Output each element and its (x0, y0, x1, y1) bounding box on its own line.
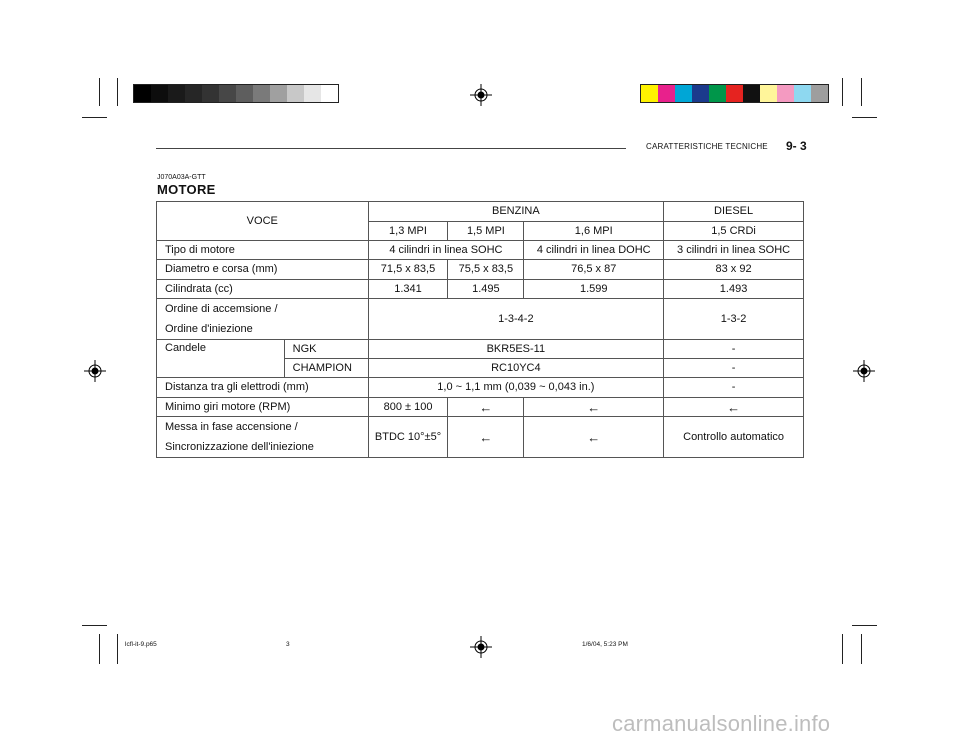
cell-value: - (664, 340, 804, 359)
gray-swatch (168, 85, 185, 102)
row-sublabel: NGK (284, 340, 368, 359)
cell-value: 3 cilindri in linea SOHC (664, 241, 804, 260)
gray-swatch (185, 85, 202, 102)
color-swatch (726, 85, 743, 102)
cell-value: 1-3-2 (664, 299, 804, 340)
table-row (157, 398, 804, 417)
color-swatch (811, 85, 828, 102)
gray-swatch (287, 85, 304, 102)
document-code: J070A03A-GTT (157, 174, 206, 181)
same-as-left-arrow-icon: ← (448, 417, 524, 458)
table-row (157, 417, 804, 458)
same-as-left-arrow-icon: ← (524, 417, 664, 458)
cell-value: 1,0 ~ 1,1 mm (0,039 ~ 0,043 in.) (368, 378, 664, 398)
footer-filename: lcfl-it-9.p65 (125, 641, 157, 648)
table-row (157, 202, 804, 222)
cell-value: BKR5ES-11 (368, 340, 664, 359)
row-label (157, 299, 369, 340)
row-label: Minimo giri motore (RPM) (157, 398, 369, 417)
cell-value: 4 cilindri in linea DOHC (524, 241, 664, 260)
color-swatch (675, 85, 692, 102)
color-swatch (709, 85, 726, 102)
table-row (157, 340, 804, 359)
cell-value: 1.599 (524, 280, 664, 299)
cell-value: RC10YC4 (368, 359, 664, 378)
page-title: MOTORE (157, 182, 216, 197)
header-diesel: DIESEL (664, 202, 804, 222)
registration-target-icon (470, 84, 492, 106)
cell-value: 83 x 92 (664, 260, 804, 280)
header-1-6-mpi: 1,6 MPI (524, 222, 664, 241)
gray-swatch (253, 85, 270, 102)
table-row (157, 299, 804, 340)
same-as-left-arrow-icon: ← (524, 398, 664, 417)
header-1-5-mpi: 1,5 MPI (448, 222, 524, 241)
cell-value: 800 ± 100 (368, 398, 448, 417)
color-swatch (658, 85, 675, 102)
color-swatch (760, 85, 777, 102)
same-as-left-arrow-icon: ← (664, 398, 804, 417)
cell-value: 1.341 (368, 280, 448, 299)
registration-target-icon (470, 636, 492, 658)
registration-target-icon (853, 360, 875, 382)
cell-value: - (664, 359, 804, 378)
header-voce: VOCE (157, 202, 369, 241)
color-swatch (692, 85, 709, 102)
header-rule (156, 148, 626, 149)
section-title: CARATTERISTICHE TECNICHE (646, 142, 768, 151)
same-as-left-arrow-icon: ← (448, 398, 524, 417)
grayscale-calibration-bar (133, 84, 339, 103)
page-number: 9- 3 (786, 139, 807, 153)
gray-swatch (134, 85, 151, 102)
table-row (157, 260, 804, 280)
cell-value: - (664, 378, 804, 398)
row-label-line: Sincronizzazione dell'iniezione (165, 441, 314, 453)
header-1-3-mpi: 1,3 MPI (368, 222, 448, 241)
row-label (157, 417, 369, 458)
row-sublabel: CHAMPION (284, 359, 368, 378)
gray-swatch (304, 85, 321, 102)
gray-swatch (151, 85, 168, 102)
row-label: Cilindrata (cc) (157, 280, 369, 299)
cell-value: 76,5 x 87 (524, 260, 664, 280)
header-benzina: BENZINA (368, 202, 664, 222)
footer-page: 3 (286, 641, 290, 648)
row-label-line: Ordine di accemsione / (165, 303, 278, 315)
gray-swatch (219, 85, 236, 102)
cell-value: 4 cilindri in linea SOHC (368, 241, 524, 260)
table-row (157, 378, 804, 398)
gray-swatch (202, 85, 219, 102)
table-row (157, 280, 804, 299)
color-swatch (777, 85, 794, 102)
gray-swatch (270, 85, 287, 102)
gray-swatch (321, 85, 338, 102)
row-label: Candele (157, 340, 285, 378)
row-label: Diametro e corsa (mm) (157, 260, 369, 280)
cell-value: 1.493 (664, 280, 804, 299)
cell-value: 1.495 (448, 280, 524, 299)
engine-spec-table (156, 201, 804, 458)
cell-value: BTDC 10°±5° (368, 417, 448, 458)
color-swatch (794, 85, 811, 102)
registration-target-icon (84, 360, 106, 382)
row-label: Tipo di motore (157, 241, 369, 260)
color-calibration-bar (640, 84, 829, 103)
header-1-5-crdi: 1,5 CRDi (664, 222, 804, 241)
watermark: carmanualsonline.info (612, 711, 831, 736)
color-swatch (641, 85, 658, 102)
row-label: Distanza tra gli elettrodi (mm) (157, 378, 369, 398)
row-label-line: Messa in fase accensione / (165, 421, 298, 433)
cell-value: 1-3-4-2 (368, 299, 664, 340)
row-label-line: Ordine d'iniezione (165, 323, 253, 335)
cell-value: 71,5 x 83,5 (368, 260, 448, 280)
cell-value: 75,5 x 83,5 (448, 260, 524, 280)
cell-value: Controllo automatico (664, 417, 804, 458)
footer-datetime: 1/6/04, 5:23 PM (582, 641, 628, 648)
table-row (157, 241, 804, 260)
gray-swatch (236, 85, 253, 102)
color-swatch (743, 85, 760, 102)
